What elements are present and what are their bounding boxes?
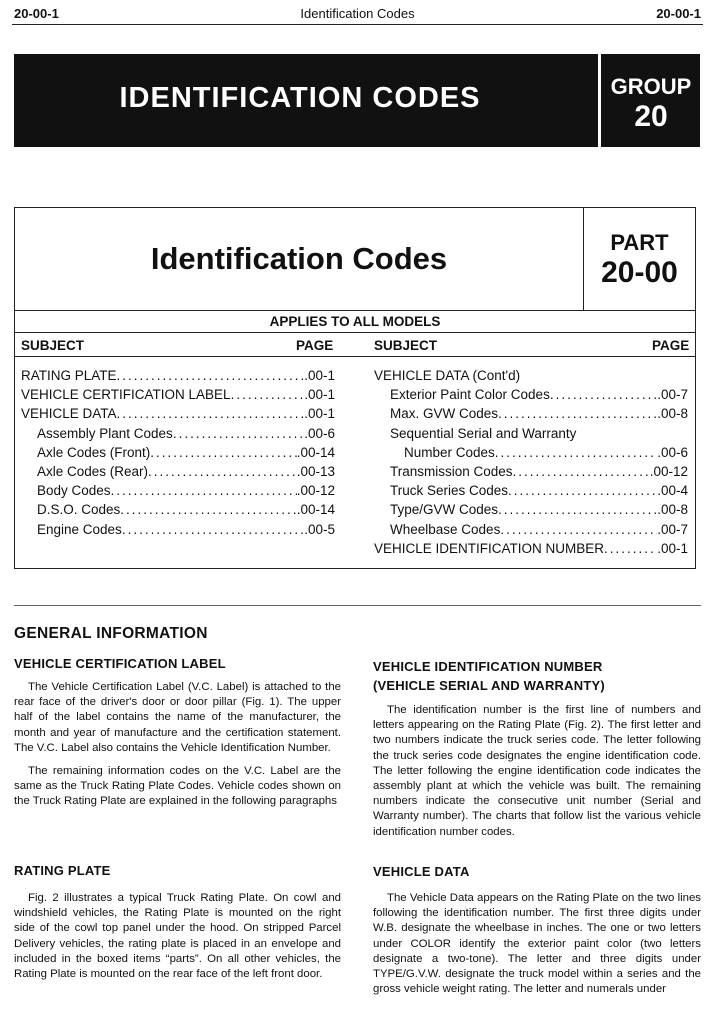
index-entry <box>21 385 335 404</box>
index-entry-label: Max. GVW Codes <box>390 406 499 422</box>
index-entry-label: Assembly Plant Codes <box>37 425 173 441</box>
applies-note: APPLIES TO ALL MODELS <box>269 314 441 329</box>
dot-leader <box>231 385 305 404</box>
index-entry-page: .00-8 <box>657 502 688 518</box>
vin-heading-line1: VEHICLE IDENTIFICATION NUMBER <box>373 659 603 674</box>
index-entry <box>374 539 688 558</box>
part-number: 20-00 <box>601 256 678 289</box>
index-entry-page: .00-6 <box>304 425 335 441</box>
index-entry <box>374 424 688 443</box>
index-entry <box>374 481 688 500</box>
index-entry-label: Axle Codes (Front) <box>37 444 151 460</box>
dot-leader <box>513 462 650 481</box>
dot-leader <box>150 443 296 462</box>
group-number: 20 <box>634 100 668 133</box>
paragraph: The remaining information codes on the V.C. Label are the same as the Truck Rating Plate Codes. Vehicle codes shown on the Truck Rating Plate are explained in the following paragraphs <box>14 765 341 808</box>
running-header <box>14 4 701 24</box>
vin-heading <box>373 657 605 695</box>
index-entry-label: Truck Series Codes <box>390 483 509 499</box>
running-title: Identification Codes <box>300 6 415 21</box>
dot-leader <box>498 404 657 423</box>
page-number-left: 20-00-1 <box>14 6 59 21</box>
section-rule <box>14 605 701 606</box>
index-entry <box>21 481 335 500</box>
rating-plate-heading: RATING PLATE <box>14 863 111 878</box>
dot-leader <box>120 500 296 519</box>
part-title: Identification Codes <box>150 241 448 276</box>
vehicle-data-text <box>373 891 701 997</box>
box-rule <box>15 332 695 333</box>
dot-leader <box>111 481 297 500</box>
index-entry-label: VEHICLE DATA <box>21 406 117 422</box>
index-entry-label: Exterior Paint Color Codes <box>390 387 550 403</box>
index-entry-label: VEHICLE CERTIFICATION LABEL <box>21 387 231 403</box>
index-entry <box>21 443 335 462</box>
index-entry-page: .00-1 <box>304 368 335 383</box>
banner-divider <box>598 54 601 147</box>
index-entry-label: Wheelbase Codes <box>390 521 501 537</box>
paragraph: The Vehicle Data appears on the Rating Plate on the two lines following the identification number. The first three digits under W.B. designate the wheelbase in inches. The one or two letters under COLOR identify the exterior paint color (two letters designate a two-tone). The letter and three digits under TYPE/G.V.W. designate the truck model within a series and the gross vehicle weight rating. The letter and numerals under <box>373 892 701 996</box>
index-entry-label: Body Codes <box>37 483 111 499</box>
index-entry-page: .00-4 <box>657 483 688 499</box>
index-entry <box>374 404 688 423</box>
dot-leader <box>173 424 304 443</box>
index-list-left <box>21 366 335 539</box>
index-entry-page: .00-6 <box>657 444 688 460</box>
index-entry <box>21 366 335 385</box>
vehicle-data-heading: VEHICLE DATA <box>373 864 470 879</box>
index-entry <box>374 500 688 519</box>
paragraph: The identification number is the first line of numbers and letters appearing on the Rating Plate (Fig. 2). The first letter and two numbers indicate the truck series code. The letter following the truck series code designates the engine identification code. The letter following the engine identification code indicates the assembly plant at which the vehicle was built. The remaining numbers indicate the consecutive unit number (Serial and Warranty number). The charts that follow list the various vehicle identification number codes. <box>373 704 701 838</box>
index-entry <box>374 366 688 385</box>
subject-heading-right: SUBJECT <box>374 338 438 353</box>
dot-leader <box>117 366 305 385</box>
index-entry-page: .00-8 <box>657 406 688 422</box>
index-entry-label: Number Codes <box>404 444 495 460</box>
index-entry <box>374 520 688 539</box>
vin-heading-line2: (VEHICLE SERIAL AND WARRANTY) <box>373 678 605 693</box>
page-heading-left: PAGE <box>296 338 334 353</box>
rating-plate-text <box>14 891 341 982</box>
index-entry-page: .00-5 <box>304 521 335 537</box>
dot-leader <box>604 539 657 558</box>
general-information-heading: GENERAL INFORMATION <box>14 625 208 642</box>
index-entry <box>21 424 335 443</box>
part-index-box <box>14 207 696 569</box>
index-entry-page: .00-12 <box>649 463 688 479</box>
index-entry-page: .00-7 <box>657 387 688 403</box>
index-entry <box>21 520 335 539</box>
group-banner <box>14 54 700 147</box>
paragraph: The Vehicle Certification Label (V.C. Label) is attached to the rear face of the driver's door or door pillar (Fig. 1). The upper half of the label contains the name of the manufacturer, the month and year of manufacture and the certification statement. The V.C. Label also contains the Vehicle Identification Number. <box>14 681 341 754</box>
index-entry-label: VEHICLE IDENTIFICATION NUMBER <box>374 540 605 556</box>
dot-leader <box>495 443 657 462</box>
box-rule <box>15 356 695 357</box>
index-entry <box>21 462 335 481</box>
index-entry <box>21 500 335 519</box>
dot-leader <box>508 481 657 500</box>
index-entry-page: .00-7 <box>657 521 688 537</box>
index-entry-page: .00-14 <box>296 444 335 460</box>
part-label: PART <box>610 230 669 255</box>
index-entry-label: Transmission Codes <box>390 463 513 479</box>
index-entry-page: .00-14 <box>296 502 335 518</box>
index-entry <box>374 443 688 462</box>
page-number-right: 20-00-1 <box>656 6 701 21</box>
vcl-text <box>14 680 341 810</box>
index-entry-label: Type/GVW Codes <box>390 502 499 518</box>
index-entry-page: .00-12 <box>296 483 335 499</box>
index-entry-label: Axle Codes (Rear) <box>37 463 149 479</box>
header-rule <box>12 24 703 25</box>
vcl-heading: VEHICLE CERTIFICATION LABEL <box>14 656 226 671</box>
index-entry-page: .00-1 <box>304 387 335 403</box>
index-entry <box>374 385 688 404</box>
page-heading-right: PAGE <box>652 338 690 353</box>
dot-leader <box>122 520 304 539</box>
banner-title: IDENTIFICATION CODES <box>119 82 481 114</box>
group-label: GROUP <box>610 74 692 99</box>
index-entry <box>374 462 688 481</box>
dot-leader <box>500 520 657 539</box>
vin-text <box>373 703 701 840</box>
index-entry-label: Engine Codes <box>37 521 122 537</box>
subject-heading-left: SUBJECT <box>21 338 85 353</box>
index-entry-label: Sequential Serial and Warranty <box>390 425 577 441</box>
dot-leader <box>117 404 305 423</box>
box-rule <box>15 310 695 311</box>
index-entry-page: .00-1 <box>657 540 688 556</box>
dot-leader <box>148 462 297 481</box>
index-entry-label: D.S.O. Codes <box>37 502 121 518</box>
dot-leader <box>498 500 657 519</box>
index-list-right <box>374 366 688 558</box>
index-entry-page: .00-1 <box>304 406 335 422</box>
index-entry-label: RATING PLATE <box>21 368 117 383</box>
index-entry-page: .00-13 <box>296 463 335 479</box>
dot-leader <box>550 385 657 404</box>
index-entry <box>21 404 335 423</box>
index-entry-label: VEHICLE DATA (Cont'd) <box>374 368 521 383</box>
paragraph: Fig. 2 illustrates a typical Truck Rating Plate. On cowl and windshield vehicles, the Rating Plate is mounted on the right side of the cowl top panel under the hood. On stripped Parcel Delivery vehicles, the rating plate is placed in an envelope and included in the boxed items “parts”. On all other vehicles, the Rating Plate is mounted on the rear face of the left front door. <box>14 892 341 981</box>
